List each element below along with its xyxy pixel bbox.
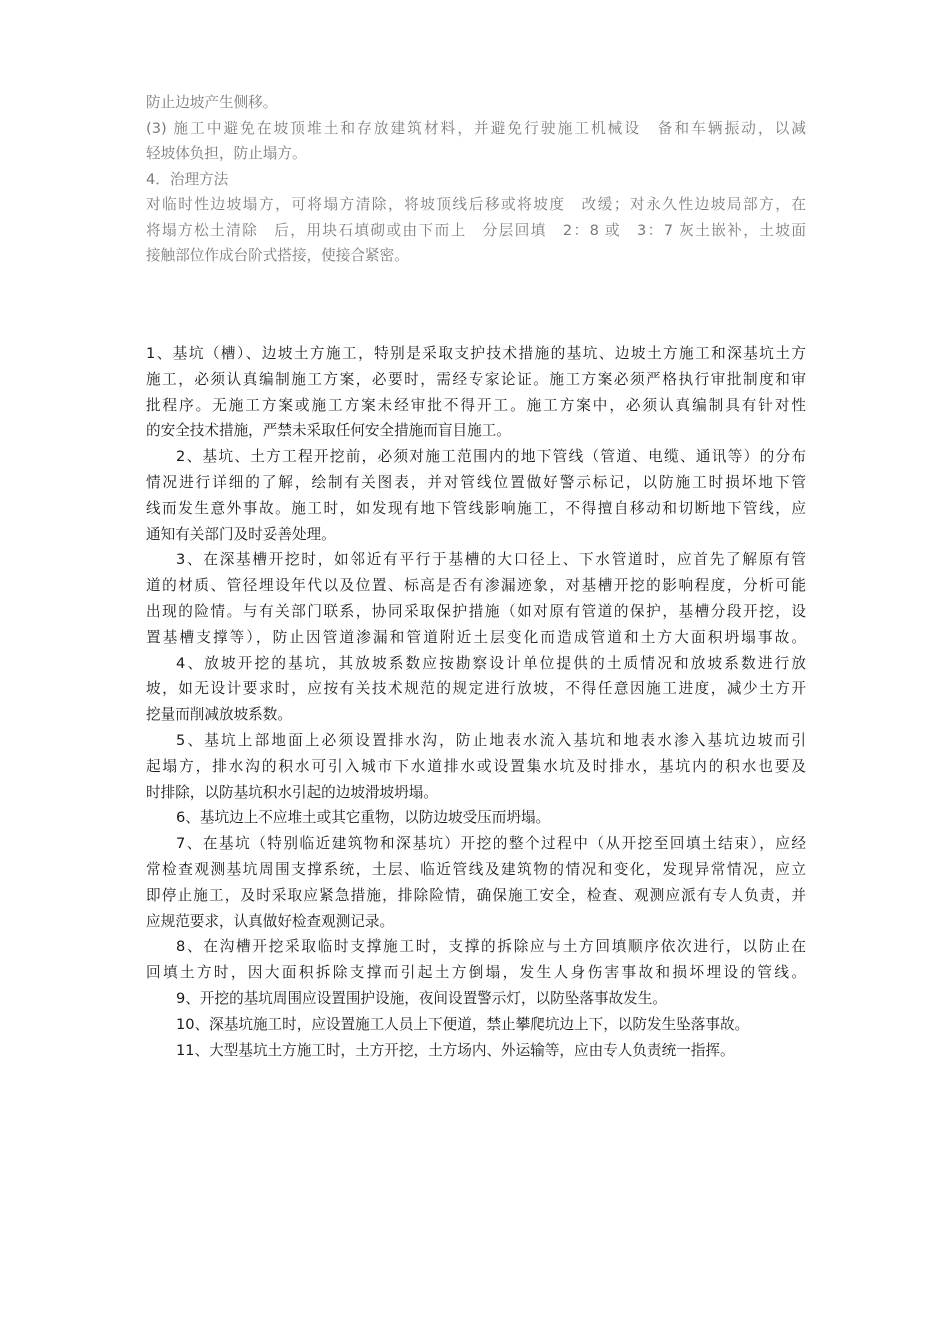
text-line: 将塌方松土清除 后，用块石填砌或由下而上 分层回填 2：8 或 3：7 灰土嵌补，土坡面 bbox=[146, 221, 806, 239]
text-line: 起塌方，排水沟的积水可引入城市下水道排水或设置集水坑及时排水，基坑内的积水也要及 bbox=[146, 757, 806, 775]
text-line: 挖量而削减放坡系数。 bbox=[146, 706, 292, 724]
text-line: 3、在深基槽开挖时，如邻近有平行于基槽的大口径上、下水管道时，应首先了解原有管 bbox=[176, 551, 806, 569]
excavation-safety-section bbox=[146, 341, 806, 1063]
text-line: 即停止施工，及时采取应紧急措施，排除险情，确保施工安全，检查、观测应派有专人负责，并 bbox=[146, 886, 806, 904]
text-line: 8、在沟槽开挖采取临时支撑施工时，支撑的拆除应与土方回填顺序依次进行，以防止在 bbox=[176, 938, 806, 956]
text-line: 时排除，以防基坑积水引起的边坡滑坡坍塌。 bbox=[146, 783, 438, 801]
text-line: 的安全技术措施，严禁未采取任何安全措施而盲目施工。 bbox=[146, 422, 511, 440]
text-line: 批程序。无施工方案或施工方案未经审批不得开工。施工方案中，必须认真编制具有针对性 bbox=[146, 396, 806, 414]
text-line: 对临时性边坡塌方，可将塌方清除，将坡顶线后移或将坡度 改缓；对永久性边坡局部方，在 bbox=[146, 196, 806, 213]
text-line: 应规范要求，认真做好检查观测记录。 bbox=[146, 912, 395, 930]
text-line: 11、大型基坑土方施工时，土方开挖，土方场内、外运输等，应由专人负责统一指挥。 bbox=[176, 1041, 735, 1059]
section-heading: 4．治理方法 bbox=[146, 170, 229, 188]
text-line: 常检查观测基坑周围支撑系统，土层、临近管线及建筑物的情况和变化，发现异常情况，应立 bbox=[146, 860, 806, 878]
text-line: 防止边坡产生侧移。 bbox=[146, 94, 278, 111]
text-line: 4、放坡开挖的基坑，其放坡系数应按勘察设计单位提供的土质情况和放坡系数进行放 bbox=[176, 654, 806, 672]
text-line: 回填土方时，因大面积拆除支撑而引起土方倒塌，发生人身伤害事故和损坏埋设的管线。 bbox=[146, 964, 806, 982]
text-line: 2、基坑、土方工程开挖前，必须对施工范围内的地下管线（管道、电缆、通讯等）的分布 bbox=[176, 448, 806, 466]
text-line: (3) 施工中避免在坡顶堆土和存放建筑材料，并避免行驶施工机械设 备和车辆振动，以减 bbox=[146, 119, 806, 137]
text-line: 置基槽支撑等），防止因管道渗漏和管道附近土层变化而造成管道和土方大面积坍塌事故。 bbox=[146, 628, 806, 646]
text-line: 轻坡体负担，防止塌方。 bbox=[146, 145, 307, 162]
text-line: 道的材质、管径埋设年代以及位置、标高是否有渗漏迹象，对基槽开挖的影响程度，分析可能 bbox=[146, 577, 806, 595]
slope-collapse-section bbox=[146, 90, 806, 269]
text-line: 1、基坑（槽）、边坡土方施工，特别是采取支护技术措施的基坑、边坡土方施工和深基坑土方 bbox=[146, 345, 806, 362]
text-line: 10、深基坑施工时，应设置施工人员上下便道，禁止攀爬坑边上下，以防发生坠落事故。 bbox=[176, 1015, 750, 1033]
text-line: 7、在基坑（特别临近建筑物和深基坑）开挖的整个过程中（从开挖至回填土结束），应经 bbox=[176, 835, 806, 853]
text-line: 坡，如无设计要求时，应按有关技术规范的规定进行放坡，不得任意因施工进度，减少土方开 bbox=[146, 680, 806, 698]
text-line: 6、基坑边上不应堆土或其它重物，以防边坡受压而坍塌。 bbox=[176, 809, 551, 827]
text-line: 情况进行详细的了解，绘制有关图表，并对管线位置做好警示标记，以防施工时损坏地下管 bbox=[146, 473, 806, 491]
text-line: 线而发生意外事故。施工时，如发现有地下管线影响施工，不得擅自移动和切断地下管线，应 bbox=[146, 499, 806, 517]
text-line: 出现的险情。与有关部门联系，协同采取保护措施（如对原有管道的保护，基槽分段开挖，设 bbox=[146, 602, 806, 620]
text-line: 接触部位作成台阶式搭接，使接合紧密。 bbox=[146, 247, 409, 264]
text-line: 5、基坑上部地面上必须设置排水沟，防止地表水流入基坑和地表水渗入基坑边坡而引 bbox=[176, 731, 806, 749]
text-line: 9、开挖的基坑周围应设置围护设施，夜间设置警示灯，以防坠落事故发生。 bbox=[176, 989, 667, 1007]
text-line: 通知有关部门及时妥善处理。 bbox=[146, 525, 336, 543]
text-line: 施工，必须认真编制施工方案，必要时，需经专家论证。施工方案必须严格执行审批制度和审 bbox=[146, 370, 806, 388]
